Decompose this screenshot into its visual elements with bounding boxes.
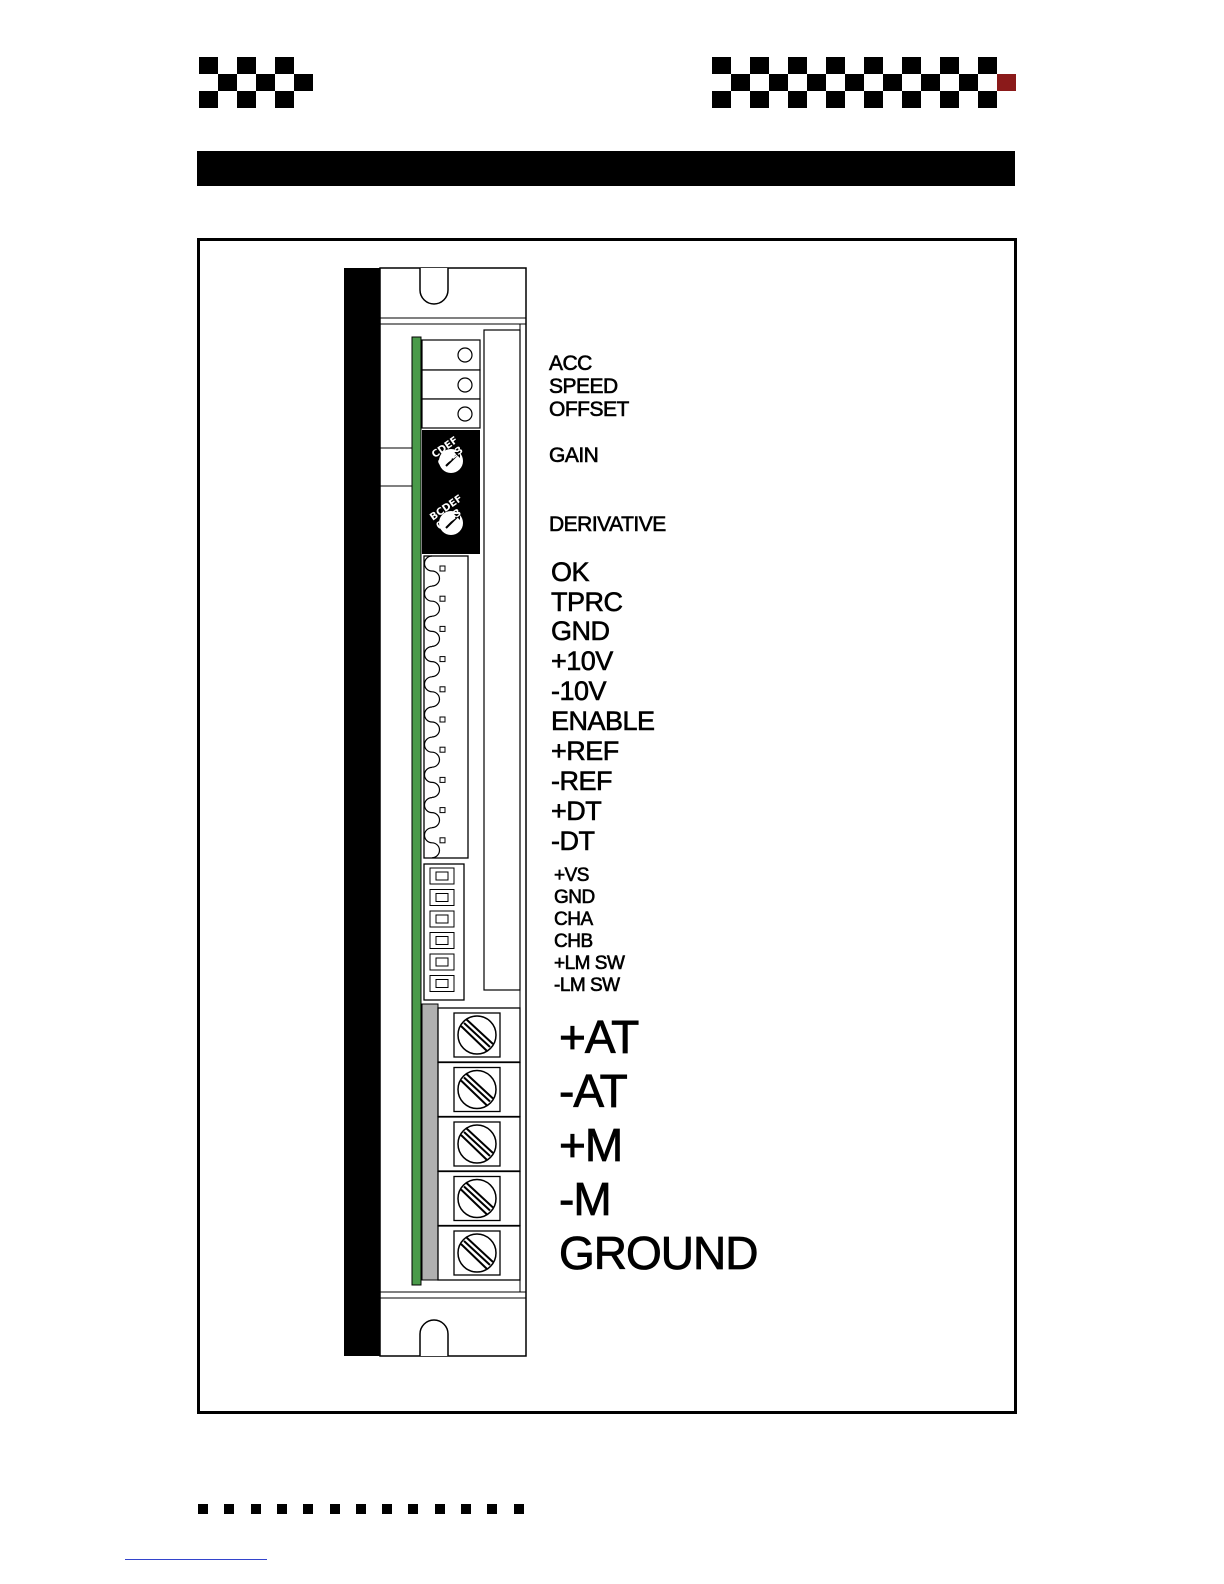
encoder-pin — [436, 958, 448, 966]
footer-square — [277, 1504, 287, 1514]
io-label: +10V — [551, 646, 613, 676]
io-pin — [440, 838, 445, 843]
io-label: -REF — [551, 766, 612, 796]
footer-square — [514, 1504, 524, 1514]
footer-square — [330, 1504, 340, 1514]
io-label: TPRC — [551, 587, 623, 617]
io-pin — [440, 777, 445, 782]
io-label: -DT — [551, 826, 595, 856]
io-pin — [440, 687, 445, 692]
io-pin — [440, 808, 445, 813]
screw-terminal-icon — [458, 1180, 496, 1218]
screw-terminal-icon — [458, 1016, 496, 1054]
io-pin — [440, 596, 445, 601]
encoder-pin — [436, 937, 448, 945]
mounting-slot-icon — [420, 268, 448, 304]
footer-square — [435, 1504, 445, 1514]
footer-square — [303, 1504, 313, 1514]
power-label: +M — [559, 1119, 623, 1171]
potentiometer-icon — [422, 340, 480, 370]
power-label: +AT — [559, 1011, 639, 1063]
encoder-label: CHA — [554, 909, 593, 930]
encoder-pin — [436, 894, 448, 902]
potentiometer-icon — [422, 399, 480, 428]
power-label: -AT — [559, 1065, 627, 1117]
mounting-slot-icon — [420, 1320, 448, 1356]
footer-square — [382, 1504, 392, 1514]
io-label: +DT — [551, 796, 602, 826]
encoder-label: CHB — [554, 931, 593, 952]
screw-terminal-icon — [458, 1125, 496, 1163]
io-pin — [440, 717, 445, 722]
gain-label: GAIN — [549, 444, 599, 467]
screw-terminal-icon — [458, 1071, 496, 1109]
io-label: GND — [551, 616, 610, 646]
footer-square — [251, 1504, 261, 1514]
footer-square — [224, 1504, 234, 1514]
pcb-edge — [412, 337, 421, 1285]
derivative-label: DERIVATIVE — [549, 513, 666, 536]
pot-label-acc: ACC — [549, 352, 592, 375]
encoder-label: +VS — [554, 865, 589, 886]
encoder-label: GND — [554, 887, 595, 908]
encoder-label: +LM SW — [554, 953, 625, 974]
io-pin — [440, 747, 445, 752]
footer-square — [356, 1504, 366, 1514]
footer-square — [487, 1504, 497, 1514]
encoder-label: -LM SW — [554, 975, 620, 996]
encoder-connector — [424, 864, 464, 1000]
rotary-switch-digits-top: CDEF 0123 — [430, 434, 466, 470]
io-label: +REF — [551, 736, 619, 766]
encoder-pin — [436, 872, 448, 880]
footer-square — [198, 1504, 208, 1514]
heatsink-strip — [344, 268, 380, 1356]
io-pin — [440, 657, 445, 662]
footer-square — [408, 1504, 418, 1514]
footer-link-underline — [125, 1559, 267, 1560]
power-terminal-block — [438, 1004, 520, 1280]
potentiometer-icon — [422, 370, 480, 399]
io-label: -10V — [551, 676, 607, 706]
pot-label-speed: SPEED — [549, 375, 618, 398]
screw-terminal-icon — [458, 1234, 496, 1272]
io-pin — [440, 566, 445, 571]
io-label: OK — [551, 557, 590, 587]
power-label: GROUND — [559, 1227, 758, 1279]
io-label: ENABLE — [551, 706, 655, 736]
encoder-pin — [436, 980, 448, 988]
io-pin — [440, 626, 445, 631]
encoder-pin — [436, 915, 448, 923]
power-label: -M — [559, 1173, 611, 1225]
rotary-switch-digits-bottom: BCDEF 0123 — [428, 493, 465, 533]
footer-square — [461, 1504, 471, 1514]
pot-label-offset: OFFSET — [549, 398, 629, 421]
io-connector — [424, 556, 468, 858]
